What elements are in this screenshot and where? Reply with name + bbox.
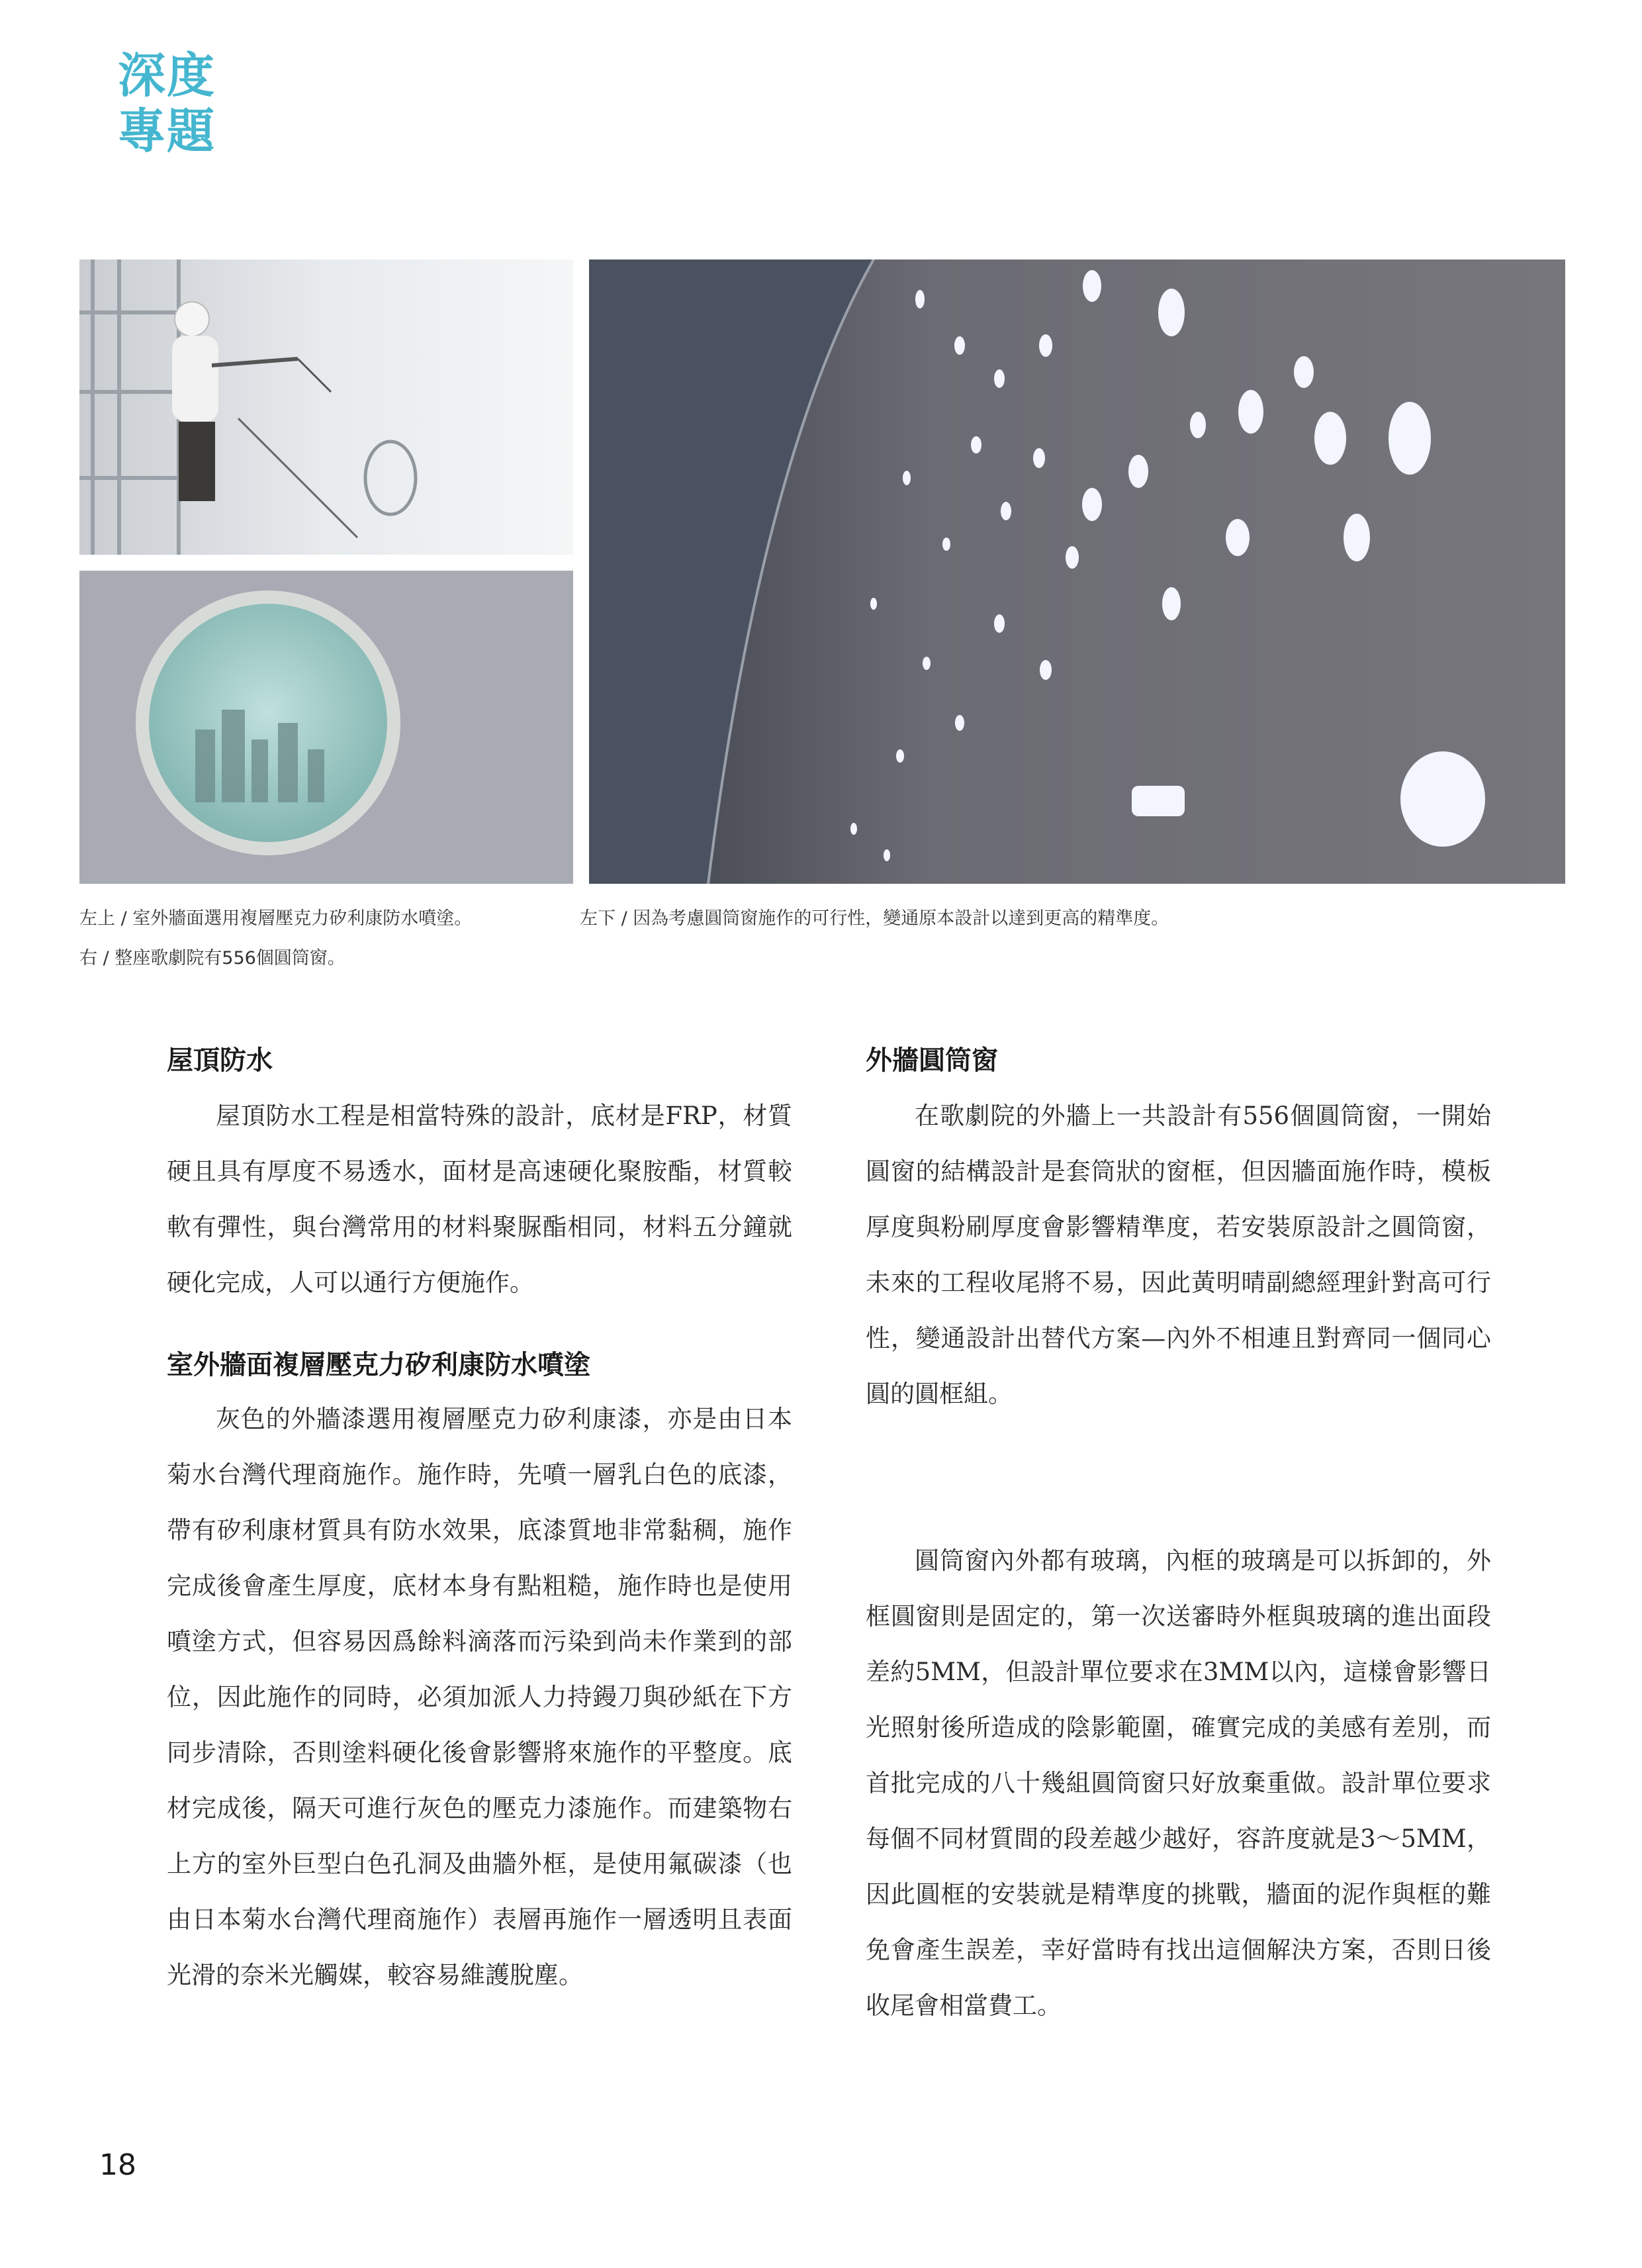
section-tag bbox=[118, 48, 216, 159]
paragraph-cylindrical-windows-2: 圓筒窗內外都有玻璃，內框的玻璃是可以拆卸的，外框圓窗則是固定的，第一次送審時外框與玻璃的進出面段差約5MM，但設計單位要求在3MM以內，這樣會影響日光照射後所造成的陰影範圍，確實完成的美感有差別，而首批完成的八十幾組圓筒窗只好放棄重做。設計單位要求每個不同材質間的段差越少越好，容許度就是3～5MM，因此圓框的安裝就是精準度的挑戰，牆面的泥作與框的難免會產生誤差，幸好當時有找出這個解決方案，否則日後收尾會相當費工。 bbox=[866, 1546, 1491, 2020]
heading-cylindrical-windows: 外牆圓筒窗 bbox=[866, 1045, 998, 1076]
section-tag-line-1: 深度 bbox=[118, 47, 216, 103]
circular-window-illustration bbox=[79, 571, 573, 884]
worker-spraying-photo bbox=[79, 260, 573, 555]
paragraph-cylindrical-windows-1: 在歌劇院的外牆上一共設計有556個圓筒窗，一開始圓窗的結構設計是套筒狀的窗框，但因牆面施作時，模板厚度與粉刷厚度會影響精準度，若安裝原設計之圓筒窗，未來的工程收尾將不易，因此黃明晴副總經理針對高可行性，變通設計出替代方案—內外不相連且對齊同一個同心圓的圓框組。 bbox=[866, 1102, 1491, 1408]
heading-roof-waterproofing: 屋頂防水 bbox=[167, 1045, 273, 1076]
caption-bottom-left: 左下 / 因為考慮圓筒窗施作的可行性，變通原本設計以達到更高的精準度。 bbox=[580, 908, 1169, 929]
section-tag-line-2: 專題 bbox=[118, 103, 216, 159]
heading-exterior-wall-coating: 室外牆面複層壓克力矽利康防水噴塗 bbox=[167, 1350, 590, 1380]
paragraph-roof-waterproofing: 屋頂防水工程是相當特殊的設計，底材是FRP，材質硬且具有厚度不易透水，面材是高速硬化聚胺酯，材質較軟有彈性，與台灣常用的材料聚脲酯相同，材料五分鐘就硬化完成，人可以通行方便施作。 bbox=[167, 1102, 792, 1297]
wall-circular-windows-illustration bbox=[589, 260, 1565, 884]
caption-right: 右 / 整座歌劇院有556個圓筒窗。 bbox=[79, 948, 345, 969]
caption-top-left: 左上 / 室外牆面選用複層壓克力矽利康防水噴塗。 bbox=[79, 908, 473, 929]
worker-spraying-illustration bbox=[79, 260, 573, 555]
paragraph-exterior-wall-coating: 灰色的外牆漆選用複層壓克力矽利康漆，亦是由日本菊水台灣代理商施作。施作時，先噴一層乳白色的底漆，帶有矽利康材質具有防水效果，底漆質地非常黏稠，施作完成後會產生厚度，底材本身有點粗糙，施作時也是使用噴塗方式，但容易因爲餘料滴落而污染到尚未作業到的部位，因此施作的同時，必須加派人力持鏝刀與砂紙在下方同步清除，否則塗料硬化後會影響將來施作的平整度。底材完成後，隔天可進行灰色的壓克力漆施作。而建築物右上方的室外巨型白色孔洞及曲牆外框，是使用氟碳漆（也由日本菊水台灣代理商施作）表層再施作一層透明且表面光滑的奈米光觸媒，較容易維護脫塵。 bbox=[167, 1405, 792, 1989]
circular-window-photo bbox=[79, 571, 573, 884]
page-number: 18 bbox=[99, 2148, 136, 2182]
wall-circular-windows-photo bbox=[589, 260, 1565, 884]
